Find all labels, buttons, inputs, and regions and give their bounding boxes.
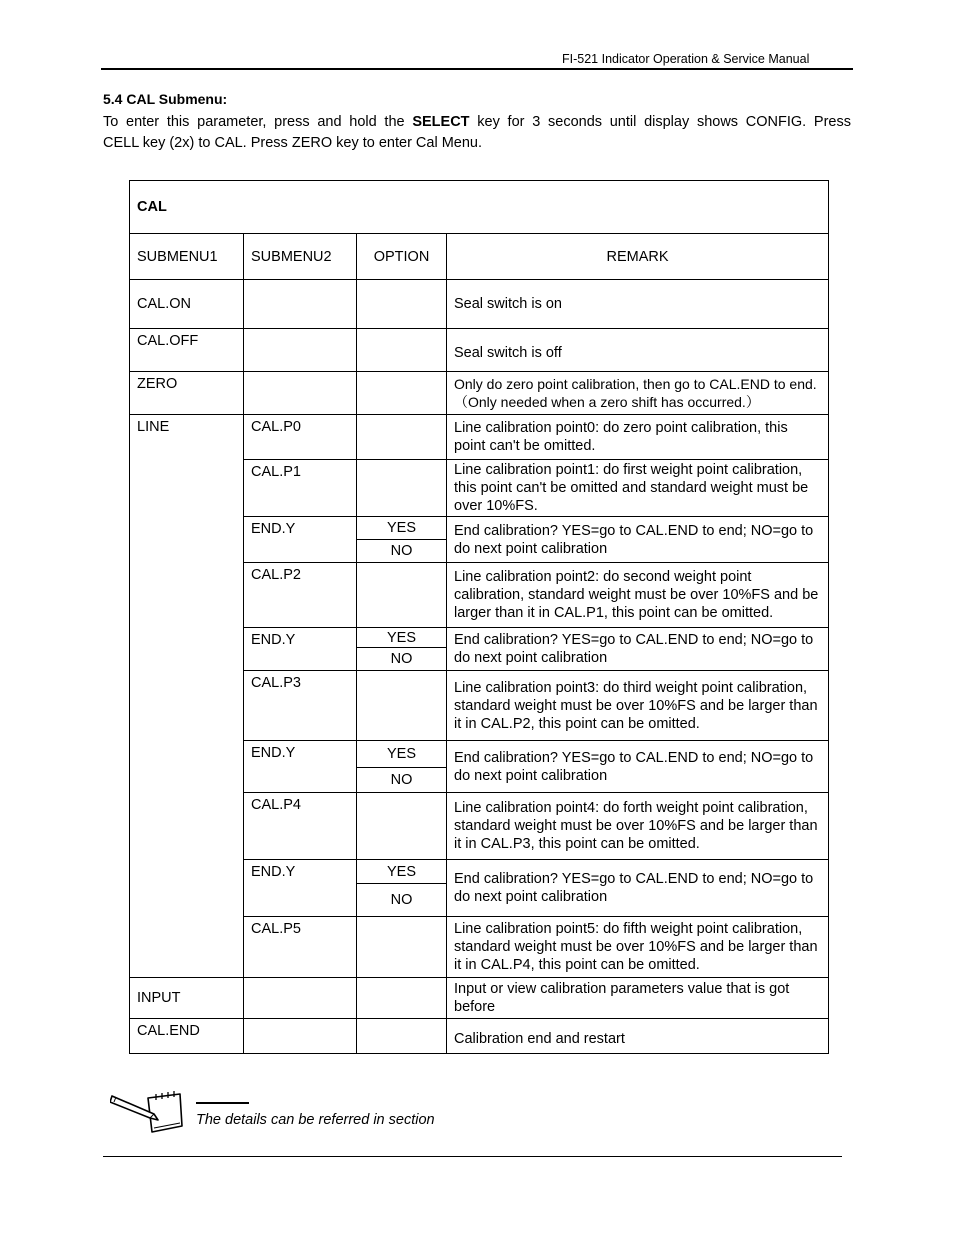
submenu2-empty [243,279,357,329]
option-empty [356,562,447,628]
submenu1-line: LINE [129,414,244,978]
option-empty [356,279,447,329]
submenu2-cal-p5: CAL.P5 [243,916,357,978]
remark-cal-off: Seal switch is off [446,328,829,372]
remark-cal-p2: Line calibration point2: do second weight point calibration, standard weight must be over 10%FS and be larger than it in CAL.P1, this point can be omitted. [446,562,829,628]
submenu2-cal-p0: CAL.P0 [243,414,357,460]
option-empty [356,1018,447,1054]
option-empty [356,670,447,741]
submenu2-cal-p1: CAL.P1 [243,459,357,517]
submenu1-cal-end: CAL.END [129,1018,244,1054]
remark-cal-on: Seal switch is on [446,279,829,329]
intro-text-pre: To enter this parameter, press and hold the [103,114,413,130]
remark-cal-p3: Line calibration point3: do third weight point calibration, standard weight must be over 10%FS and be larger than it in CAL.P2, this point can be omitted. [446,670,829,741]
submenu1-cal-off: CAL.OFF [129,328,244,372]
option-empty [356,459,447,517]
submenu2-empty [243,977,357,1019]
header-submenu1: SUBMENU1 [129,233,244,280]
submenu2-end-y: END.Y [243,740,357,793]
option-empty [356,792,447,860]
option-no: NO [356,883,447,917]
page-header-title: FI-521 Indicator Operation & Service Manual [562,52,810,66]
remark-cal-p5: Line calibration point5: do fifth weight point calibration, standard weight must be over 10%FS and be larger than it in CAL.P4, this point can be omitted. [446,916,829,978]
submenu2-end-y: END.Y [243,516,357,563]
section-title: 5.4 CAL Submenu: [103,91,228,107]
intro-line2: CELL key (2x) to CAL. Press ZERO key to enter Cal Menu. [103,135,483,151]
note-rule [196,1102,249,1104]
remark-cal-p4: Line calibration point4: do forth weight point calibration, standard weight must be over 10%FS and be larger than it in CAL.P3, this point can be omitted. [446,792,829,860]
remark-end-y: End calibration? YES=go to CAL.END to end; NO=go to do next point calibration [446,627,829,671]
option-no: NO [356,767,447,793]
remark-cal-p1: Line calibration point1: do first weight point calibration, this point can't be omitted and standard weight must be over 10%FS. [446,459,829,517]
remark-zero: Only do zero point calibration, then go to CAL.END to end. （Only needed when a zero shift has occurred.） [446,371,829,415]
option-empty [356,328,447,372]
note-text: The details can be referred in section [196,1112,435,1128]
option-yes: YES [356,859,447,884]
header-submenu2: SUBMENU2 [243,233,357,280]
option-yes: YES [356,740,447,768]
submenu2-end-y: END.Y [243,627,357,671]
submenu1-cal-on: CAL.ON [129,279,244,329]
intro-key-select: SELECT [412,114,470,130]
remark-end-y: End calibration? YES=go to CAL.END to end; NO=go to do next point calibration [446,740,829,793]
header-option: OPTION [356,233,447,280]
submenu2-empty [243,1018,357,1054]
notepad-pencil-icon [110,1088,186,1140]
submenu2-empty [243,371,357,415]
option-empty [356,916,447,978]
submenu2-end-y: END.Y [243,859,357,917]
option-empty [356,414,447,460]
remark-cal-end: Calibration end and restart [446,1018,829,1054]
footer-rule [103,1156,842,1157]
table-title: CAL [129,180,829,234]
header-rule [101,68,853,70]
remark-cal-p0: Line calibration point0: do zero point calibration, this point can't be omitted. [446,414,829,460]
intro-text-post: key for 3 seconds until display shows CONFIG. Press [469,114,851,130]
section-intro [103,112,851,154]
submenu1-input: INPUT [129,977,244,1019]
submenu2-cal-p4: CAL.P4 [243,792,357,860]
submenu2-cal-p3: CAL.P3 [243,670,357,741]
remark-input: Input or view calibration parameters value that is got before [446,977,829,1019]
option-yes: YES [356,516,447,540]
remark-end-y: End calibration? YES=go to CAL.END to end; NO=go to do next point calibration [446,859,829,917]
header-remark: REMARK [446,233,829,280]
submenu1-zero: ZERO [129,371,244,415]
option-yes: YES [356,627,447,648]
option-empty [356,371,447,415]
option-empty [356,977,447,1019]
option-no: NO [356,539,447,563]
remark-end-y: End calibration? YES=go to CAL.END to end; NO=go to do next point calibration [446,516,829,563]
submenu2-cal-p2: CAL.P2 [243,562,357,628]
submenu2-empty [243,328,357,372]
option-no: NO [356,647,447,671]
